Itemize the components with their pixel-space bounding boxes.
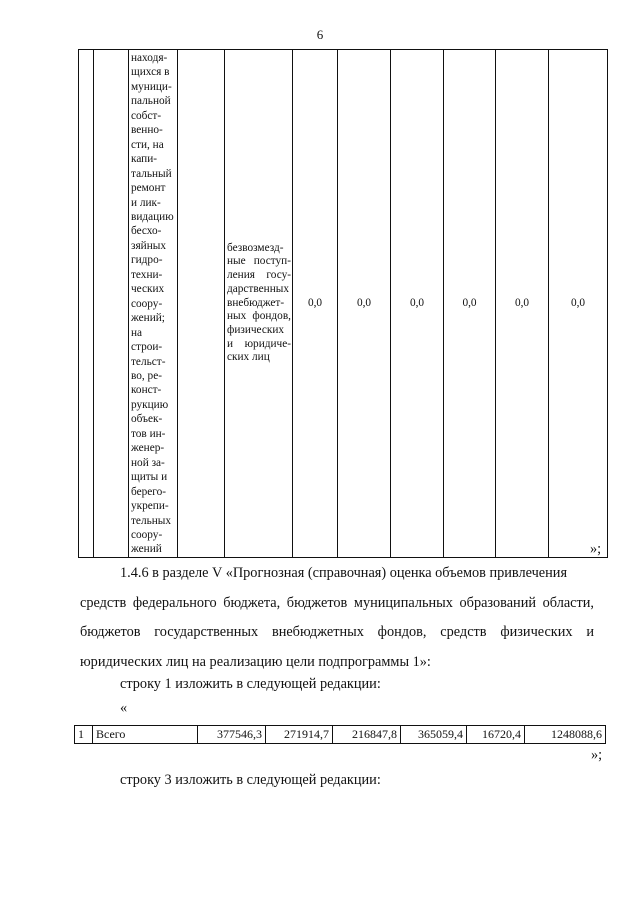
empty-cell	[94, 50, 129, 558]
empty-cell	[178, 50, 225, 558]
funding-source-line: внебюджет-	[227, 296, 285, 309]
row-number: 1	[75, 726, 93, 744]
value-cell: 0,0	[338, 50, 391, 558]
funding-source-line: ления госу-	[227, 269, 291, 282]
total-row-table	[74, 725, 606, 744]
value-cell: 377546,3	[198, 726, 266, 744]
amendment-paragraph	[80, 559, 594, 677]
paragraph-text: средств федерального бюджета, бюджетов муниципальных образований области, бюджетов государственных внебюджетных фондов, средств физических и юридических лиц на реализацию цели подпрограммы 1»:	[80, 594, 594, 670]
measure-description: находя- щихся в муници- пальной собст- венно- сти, на капи- тальный ремонт и лик- видацию бесхо- зяйных гидро- техни- ческих соору- жений; на строи- тельст- во, ре- конст- рукцию объек- тов ин- женер- ной за- щиты и берего- укрепи- тельных соору- жений	[129, 50, 178, 558]
table-row	[79, 50, 608, 558]
number-cell	[79, 50, 94, 558]
funding-source-line: и юридиче-	[227, 337, 291, 350]
closing-quote: »;	[591, 747, 603, 763]
value-cell: 271914,7	[266, 726, 333, 744]
value-cell: 0,0	[496, 50, 549, 558]
funding-source-line: дарственных	[227, 282, 289, 295]
page-number: 6	[316, 27, 324, 42]
value-cell: 1248088,6	[525, 726, 606, 744]
funding-source-line: ных фондов,	[227, 310, 291, 323]
funding-source-line: ные поступ-	[227, 255, 291, 268]
instruction-line: строку 1 изложить в следующей редакции:	[120, 676, 381, 692]
instruction-line: строку 3 изложить в следующей редакции:	[120, 772, 381, 788]
row-label: Всего	[93, 726, 198, 744]
funding-source-line: физических	[227, 323, 285, 336]
value-cell: 0,0	[293, 50, 338, 558]
funding-source-line: безвозмезд-	[227, 241, 284, 254]
funding-source	[225, 50, 293, 558]
value-cell: 216847,8	[333, 726, 401, 744]
value-cell: 16720,4	[467, 726, 525, 744]
measures-table	[78, 49, 608, 558]
paragraph-first-line: 1.4.6 в разделе V «Прогнозная (справочная) оценка объемов привлечения	[120, 565, 568, 581]
closing-quote: »;	[590, 541, 602, 557]
value-cell: 0,0	[444, 50, 496, 558]
value-cell: 365059,4	[401, 726, 467, 744]
value-cell: 0,0	[549, 50, 608, 558]
funding-source-line: ских лиц	[227, 351, 270, 364]
value-cell: 0,0	[391, 50, 444, 558]
opening-quote: «	[120, 700, 128, 716]
table-row	[75, 726, 606, 744]
